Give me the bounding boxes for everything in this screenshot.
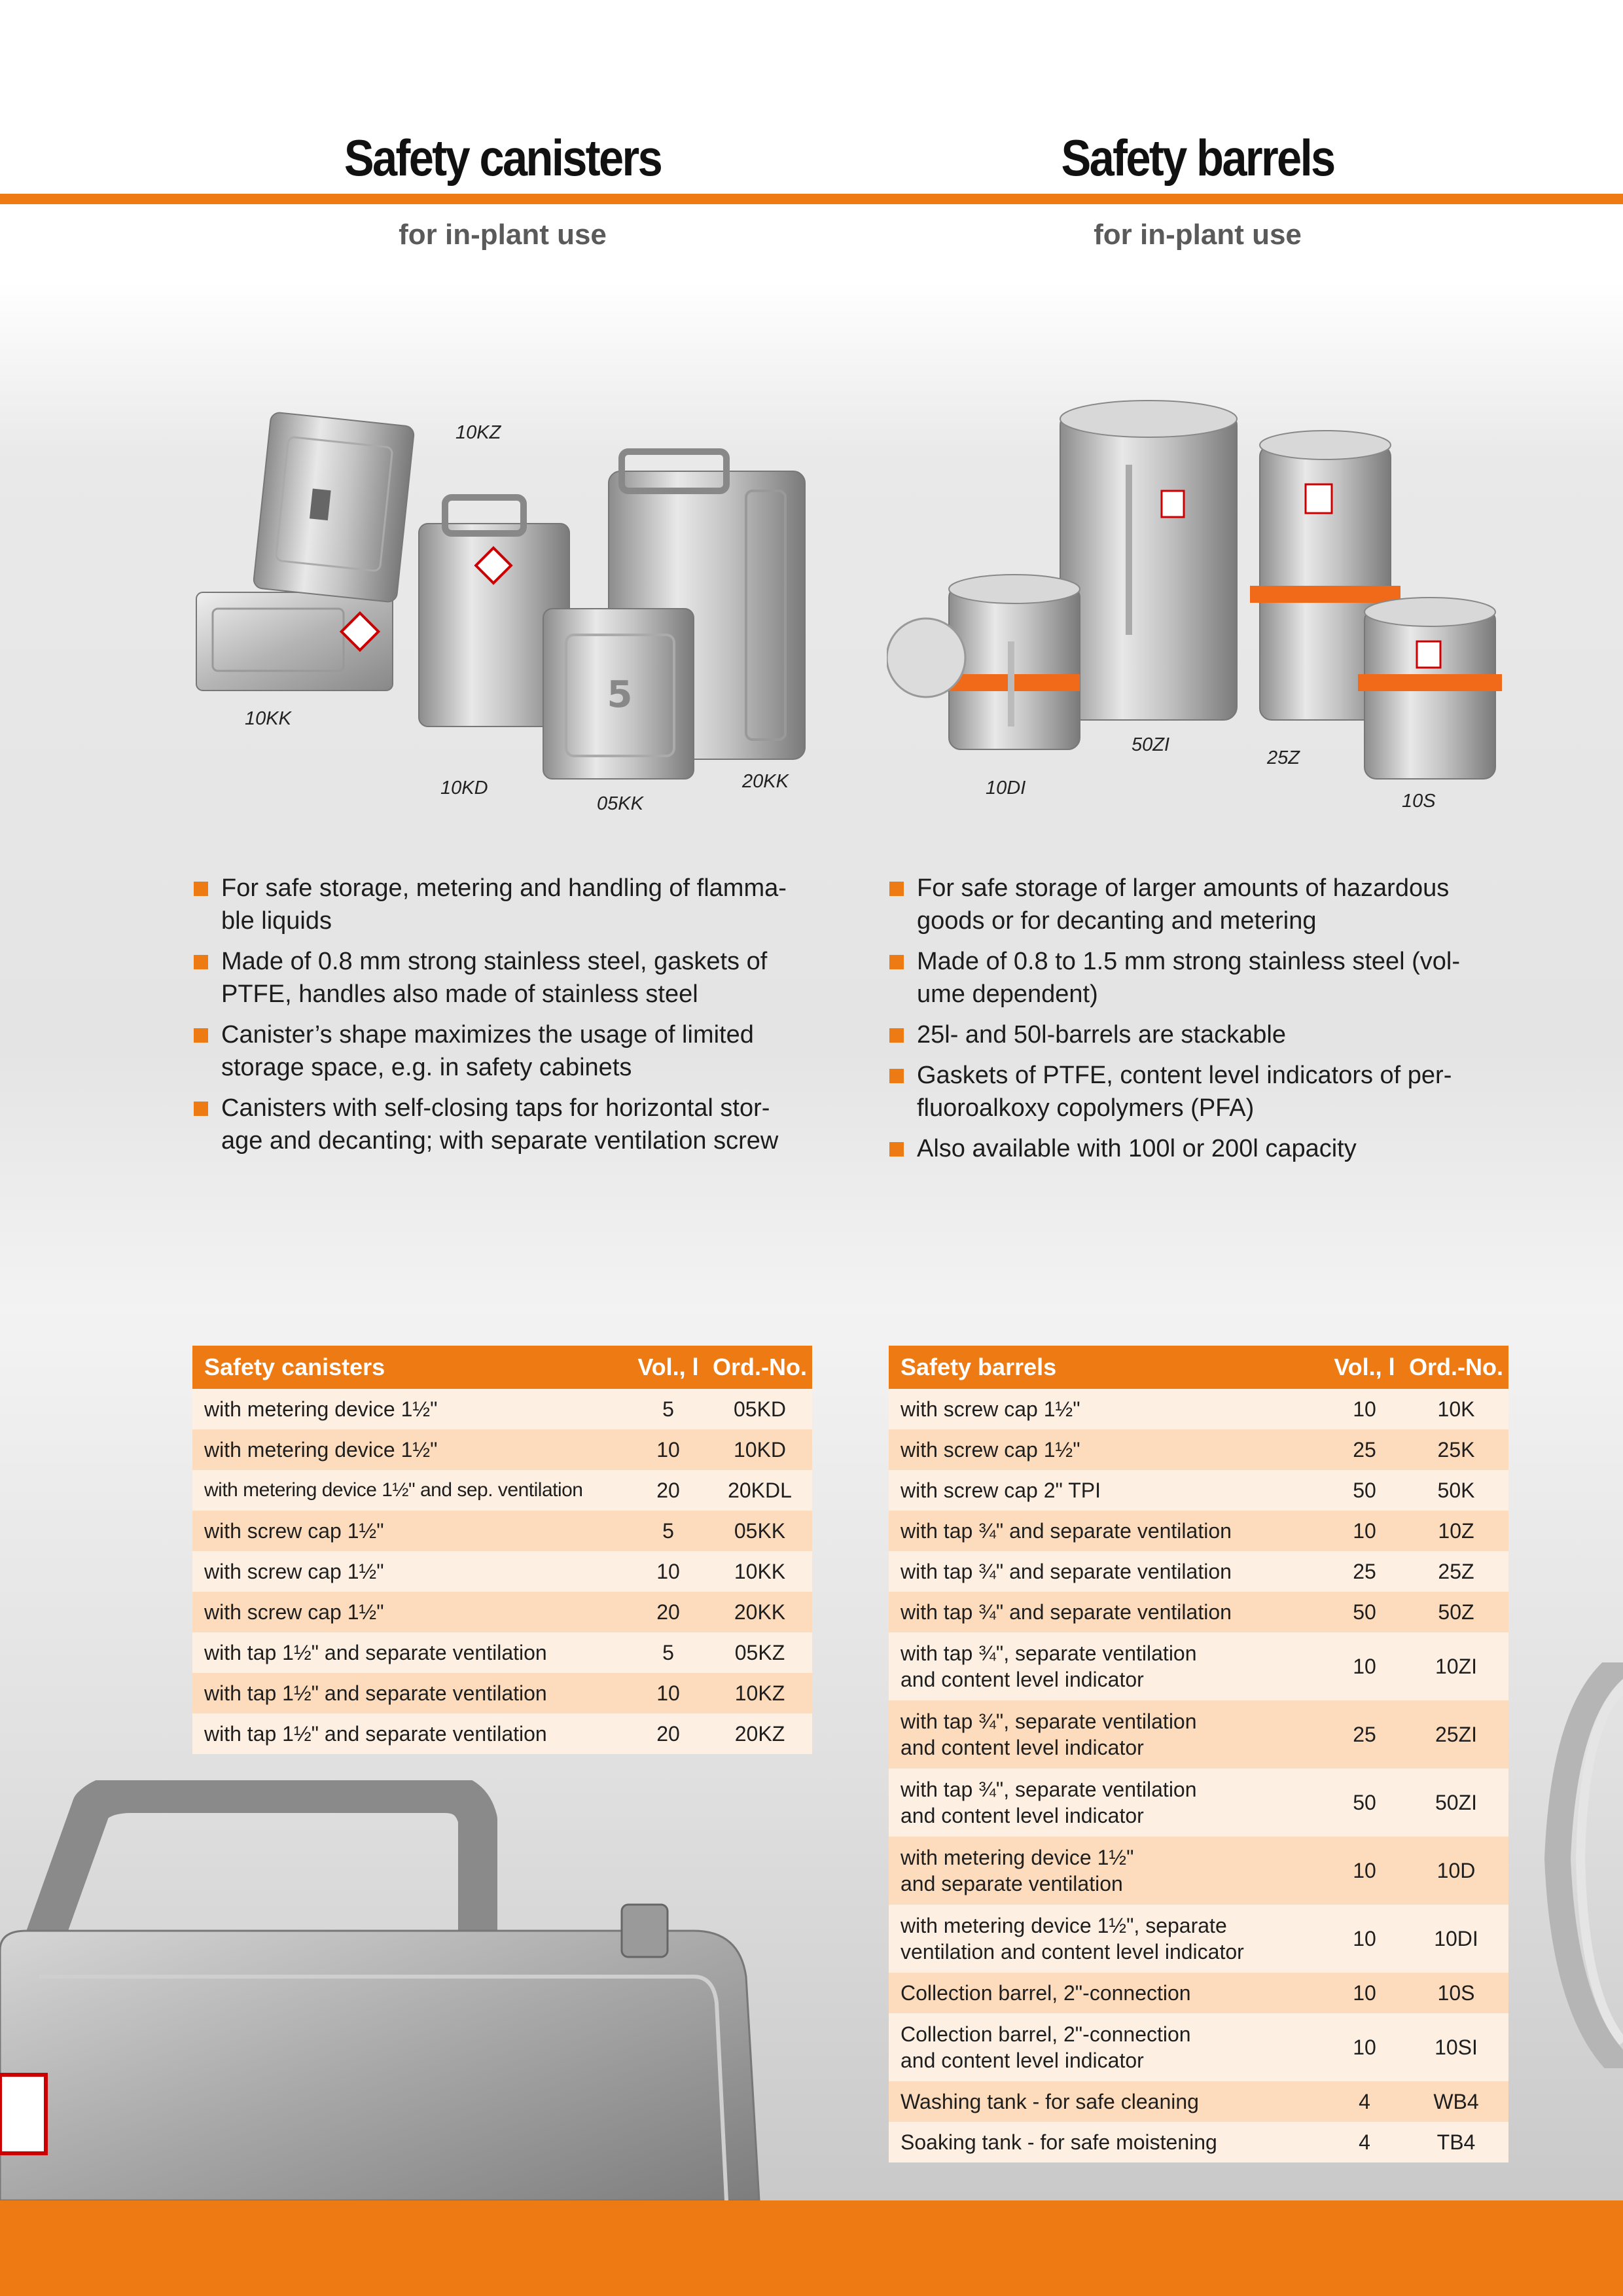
table-row [192, 1632, 812, 1673]
table-cell-volume: 10 [629, 1673, 707, 1713]
table-cell-order-number: 05KD [707, 1389, 812, 1429]
list-item: Canisters with self-closing taps for horizontal stor- age and decanting; with separate ventilation screw [194, 1092, 822, 1157]
column-header: Ord.-No. [707, 1346, 812, 1389]
table-cell-volume: 10 [1325, 1837, 1404, 1905]
table-row [192, 1511, 812, 1551]
table-cell-volume: 50 [1325, 1768, 1404, 1837]
list-item: Made of 0.8 to 1.5 mm strong stainless steel (vol- ume dependent) [889, 945, 1518, 1011]
list-item: Canister’s shape maximizes the usage of limited storage space, e.g. in safety cabinets [194, 1018, 822, 1084]
table-cell-order-number: 05KZ [707, 1632, 812, 1673]
table-cell-volume: 5 [629, 1389, 707, 1429]
table-row [889, 1973, 1508, 2013]
table-cell-order-number: 10D [1404, 1837, 1508, 1905]
table-cell-description: with metering device 1½", separate ventilation and content level indicator [889, 1905, 1325, 1973]
table-cell-volume: 25 [1325, 1551, 1404, 1592]
table-cell-description: with tap 1½" and separate ventilation [192, 1673, 629, 1713]
table-cell-volume: 5 [629, 1632, 707, 1673]
table-row [192, 1673, 812, 1713]
table-cell-order-number: 25Z [1404, 1551, 1508, 1592]
bullet-square-icon [889, 1028, 904, 1043]
table-row [192, 1713, 812, 1754]
table-row [889, 2013, 1508, 2081]
table-cell-description: with screw cap 1½" [192, 1511, 629, 1551]
canisters-table [192, 1346, 812, 1754]
table-cell-volume: 25 [1325, 1429, 1404, 1470]
table-cell-description: with screw cap 1½" [889, 1389, 1325, 1429]
list-item: For safe storage, metering and handling of flamma- ble liquids [194, 872, 822, 937]
left-bullet-list [194, 872, 822, 1165]
table-row [889, 2122, 1508, 2162]
list-item: Also available with 100l or 200l capacity [889, 1132, 1518, 1165]
photo-label-10kd: 10KD [440, 778, 488, 798]
photo-label-05kk: 05KK [597, 793, 643, 814]
table-cell-volume: 5 [629, 1511, 707, 1551]
photo-label-25z: 25Z [1267, 747, 1300, 768]
table-cell-description: with tap 1½" and separate ventilation [192, 1632, 629, 1673]
table-cell-order-number: 10Z [1404, 1511, 1508, 1551]
table-cell-order-number: 10ZI [1404, 1632, 1508, 1700]
canister-closeup-photo [0, 1780, 772, 2200]
table-cell-order-number: 10SI [1404, 2013, 1508, 2081]
table-cell-volume: 10 [1325, 1511, 1404, 1551]
table-cell-description: Collection barrel, 2"-connection and content level indicator [889, 2013, 1325, 2081]
table-row [192, 1389, 812, 1429]
table-row [889, 1551, 1508, 1592]
list-item: 25l- and 50l-barrels are stackable [889, 1018, 1518, 1051]
barrels-table [889, 1346, 1508, 2162]
list-item: Gaskets of PTFE, content level indicators of per- fluoroalkoxy copolymers (PFA) [889, 1059, 1518, 1124]
table-row [889, 1700, 1508, 1768]
table-cell-volume: 10 [1325, 1973, 1404, 2013]
table-cell-order-number: 10S [1404, 1973, 1508, 2013]
column-header: Safety canisters [192, 1346, 629, 1389]
table-row [192, 1551, 812, 1592]
table-cell-volume: 4 [1325, 2081, 1404, 2122]
table-cell-order-number: 10KZ [707, 1673, 812, 1713]
list-item: Made of 0.8 mm strong stainless steel, gaskets of PTFE, handles also made of stainless steel [194, 945, 822, 1011]
column-header: Vol., l [1325, 1346, 1404, 1389]
table-cell-order-number: WB4 [1404, 2081, 1508, 2122]
table-cell-volume: 25 [1325, 1700, 1404, 1768]
table-cell-description: with tap ¾", separate ventilation and content level indicator [889, 1632, 1325, 1700]
table-cell-description: Collection barrel, 2"-connection [889, 1973, 1325, 2013]
photo-label-10di: 10DI [986, 778, 1026, 798]
table-cell-order-number: 10KK [707, 1551, 812, 1592]
table-cell-volume: 20 [629, 1713, 707, 1754]
table-cell-order-number: 20KDL [707, 1470, 812, 1511]
table-cell-volume: 10 [629, 1429, 707, 1470]
photo-label-10kk: 10KK [245, 708, 291, 729]
bullet-square-icon [194, 882, 208, 896]
bullet-square-icon [889, 1142, 904, 1157]
column-header: Safety barrels [889, 1346, 1325, 1389]
table-cell-volume: 20 [629, 1592, 707, 1632]
table-row [889, 1768, 1508, 1837]
table-cell-order-number: 10DI [1404, 1905, 1508, 1973]
table-cell-volume: 10 [1325, 2013, 1404, 2081]
right-title: Safety barrels [1061, 129, 1334, 187]
column-header: Ord.-No. [1404, 1346, 1508, 1389]
table-cell-description: with metering device 1½" and sep. ventilation [192, 1470, 629, 1511]
photo-label-10s: 10S [1402, 791, 1436, 812]
table-cell-order-number: 20KK [707, 1592, 812, 1632]
table-cell-description: with screw cap 1½" [192, 1592, 629, 1632]
table-cell-order-number: 10K [1404, 1389, 1508, 1429]
table-cell-volume: 10 [1325, 1632, 1404, 1700]
table-row [192, 1429, 812, 1470]
table-cell-volume: 10 [629, 1551, 707, 1592]
svg-text:5: 5 [607, 673, 633, 716]
table-cell-volume: 10 [1325, 1905, 1404, 1973]
table-cell-volume: 4 [1325, 2122, 1404, 2162]
table-cell-description: with screw cap 1½" [192, 1551, 629, 1592]
table-cell-order-number: 25ZI [1404, 1700, 1508, 1768]
table-cell-order-number: 05KK [707, 1511, 812, 1551]
table-cell-description: with screw cap 1½" [889, 1429, 1325, 1470]
table-row [889, 1389, 1508, 1429]
table-row [889, 1429, 1508, 1470]
photo-label-10kz: 10KZ [455, 422, 501, 443]
table-cell-order-number: 10KD [707, 1429, 812, 1470]
bullet-square-icon [194, 1028, 208, 1043]
table-cell-description: with metering device 1½" and separate ventilation [889, 1837, 1325, 1905]
table-row [889, 1837, 1508, 1905]
left-subtitle: for in-plant use [399, 219, 607, 251]
right-bullet-list [889, 872, 1518, 1173]
table-cell-order-number: 50Z [1404, 1592, 1508, 1632]
table-cell-description: Soaking tank - for safe moistening [889, 2122, 1325, 2162]
table-cell-description: with tap ¾" and separate ventilation [889, 1551, 1325, 1592]
table-cell-order-number: 50K [1404, 1470, 1508, 1511]
table-header-row [889, 1346, 1508, 1389]
bullet-square-icon [889, 882, 904, 896]
table-row [889, 1905, 1508, 1973]
barrels-photo [887, 393, 1502, 798]
photo-label-20kk: 20KK [742, 771, 789, 792]
table-cell-description: with metering device 1½" [192, 1429, 629, 1470]
table-cell-order-number: TB4 [1404, 2122, 1508, 2162]
table-row [889, 1511, 1508, 1551]
table-cell-order-number: 25K [1404, 1429, 1508, 1470]
table-header-row [192, 1346, 812, 1389]
table-row [889, 2081, 1508, 2122]
right-subtitle: for in-plant use [1094, 219, 1302, 251]
list-item: For safe storage of larger amounts of hazardous goods or for decanting and metering [889, 872, 1518, 937]
table-row [889, 1632, 1508, 1700]
table-cell-description: with tap ¾", separate ventilation and content level indicator [889, 1700, 1325, 1768]
photo-label-50zi: 50ZI [1132, 734, 1170, 755]
table-cell-volume: 50 [1325, 1592, 1404, 1632]
column-header: Vol., l [629, 1346, 707, 1389]
table-cell-order-number: 50ZI [1404, 1768, 1508, 1837]
table-cell-description: with screw cap 2" TPI [889, 1470, 1325, 1511]
table-row [889, 1470, 1508, 1511]
table-cell-volume: 50 [1325, 1470, 1404, 1511]
table-cell-description: with tap 1½" and separate ventilation [192, 1713, 629, 1754]
table-row [192, 1592, 812, 1632]
table-cell-volume: 20 [629, 1470, 707, 1511]
table-cell-description: with metering device 1½" [192, 1389, 629, 1429]
footer-bar [0, 2200, 1623, 2296]
table-cell-description: with tap ¾" and separate ventilation [889, 1592, 1325, 1632]
header-rule [0, 194, 1623, 204]
bullet-square-icon [889, 955, 904, 969]
bullet-square-icon [194, 955, 208, 969]
bullet-square-icon [889, 1069, 904, 1083]
table-cell-order-number: 20KZ [707, 1713, 812, 1754]
table-cell-description: Washing tank - for safe cleaning [889, 2081, 1325, 2122]
table-cell-volume: 10 [1325, 1389, 1404, 1429]
barrel-edge-photo [1525, 1662, 1623, 2068]
table-cell-description: with tap ¾", separate ventilation and content level indicator [889, 1768, 1325, 1837]
table-cell-description: with tap ¾" and separate ventilation [889, 1511, 1325, 1551]
table-row [889, 1592, 1508, 1632]
bullet-square-icon [194, 1102, 208, 1116]
canisters-photo [183, 393, 825, 812]
left-title: Safety canisters [344, 129, 662, 187]
table-row [192, 1470, 812, 1511]
